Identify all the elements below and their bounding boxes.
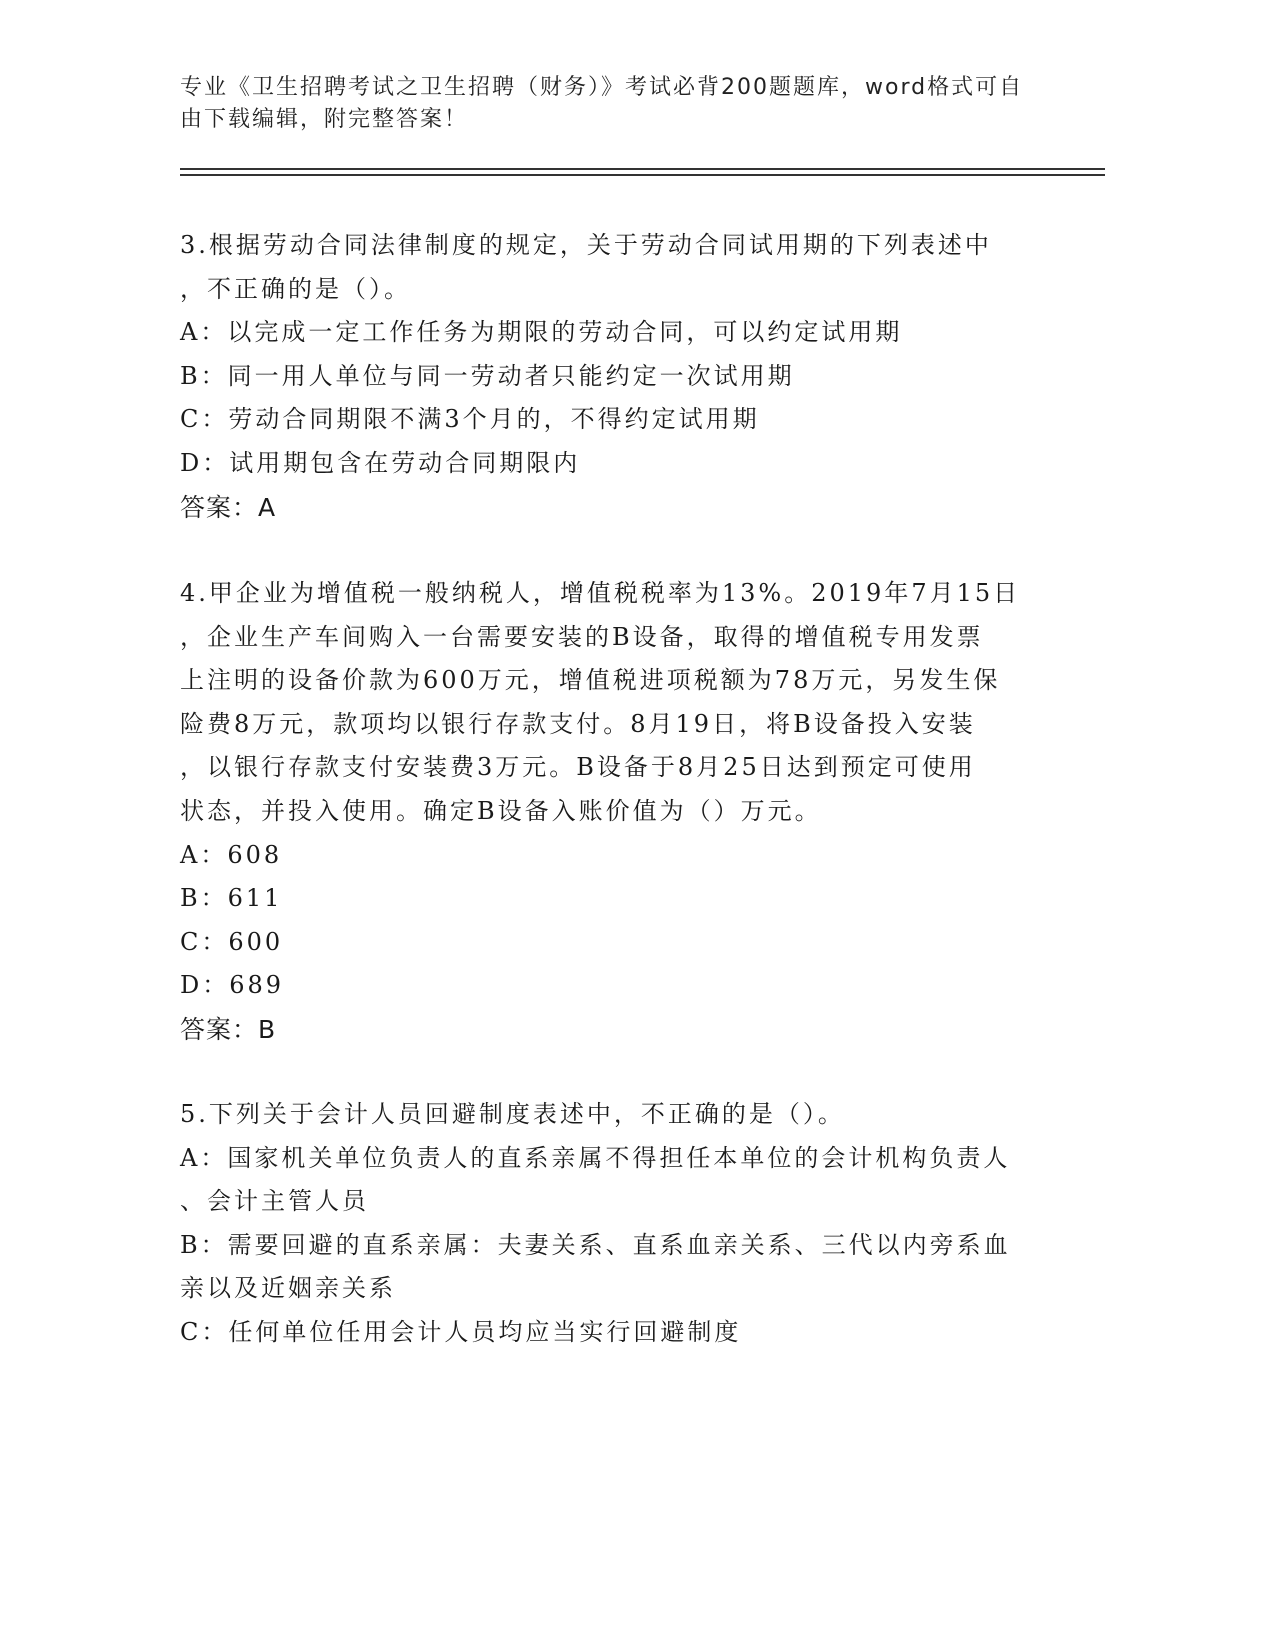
question-stem-line: 3.根据劳动合同法律制度的规定，关于劳动合同试用期的下列表述中 [180, 231, 992, 259]
header-divider-top [180, 168, 1105, 170]
question-stem-line: 5.下列关于会计人员回避制度表述中，不正确的是（）。 [180, 1100, 845, 1128]
question-stem-line: 状态，并投入使用。确定B设备入账价值为（）万元。 [180, 796, 822, 825]
question-stem-line: 险费8万元，款项均以银行存款支付。8月19日，将B设备投入安装 [180, 709, 976, 738]
question-4 [180, 572, 1060, 1052]
option-c: C：600 [180, 927, 284, 956]
option-c: C：劳动合同期限不满3个月的，不得约定试用期 [180, 405, 760, 434]
question-5 [180, 1093, 1060, 1355]
option-b: B：611 [180, 884, 283, 913]
answer-label: 答案：A [180, 492, 277, 522]
option-b-continued: 亲以及近姻亲关系 [180, 1274, 396, 1303]
question-stem-line: ，企业生产车间购入一台需要安装的B设备，取得的增值税专用发票 [180, 622, 984, 651]
question-stem-line: 4.甲企业为增值税一般纳税人，增值税税率为13%。2019年7月15日 [180, 579, 1021, 607]
header-line: 由下载编辑，附完整答案！ [180, 107, 469, 132]
question-3 [180, 224, 1060, 529]
option-a-continued: 、会计主管人员 [180, 1187, 369, 1216]
answer-label: 答案：B [180, 1014, 277, 1044]
option-a: A：608 [180, 840, 283, 869]
option-a: A：国家机关单位负责人的直系亲属不得担任本单位的会计机构负责人 [180, 1143, 1011, 1172]
question-stem-line: 上注明的设备价款为600万元，增值税进项税额为78万元，另发生保 [180, 666, 1001, 695]
option-b: B：同一用人单位与同一劳动者只能约定一次试用期 [180, 361, 795, 390]
option-c: C：任何单位任用会计人员均应当实行回避制度 [180, 1317, 742, 1346]
option-b: B：需要回避的直系亲属：夫妻关系、直系血亲关系、三代以内旁系血 [180, 1230, 1011, 1259]
header-divider-bottom [180, 174, 1105, 176]
header-line: 专业《卫生招聘考试之卫生招聘（财务）》考试必背200题题库，word格式可自 [180, 75, 1024, 100]
option-d: D：689 [180, 971, 285, 1000]
option-a: A：以完成一定工作任务为期限的劳动合同，可以约定试用期 [180, 318, 903, 347]
question-stem-line: ，不正确的是（）。 [180, 274, 411, 303]
option-d: D：试用期包含在劳动合同期限内 [180, 448, 581, 477]
document-header [180, 72, 1060, 136]
question-stem-line: ，以银行存款支付安装费3万元。B设备于8月25日达到预定可使用 [180, 753, 976, 782]
